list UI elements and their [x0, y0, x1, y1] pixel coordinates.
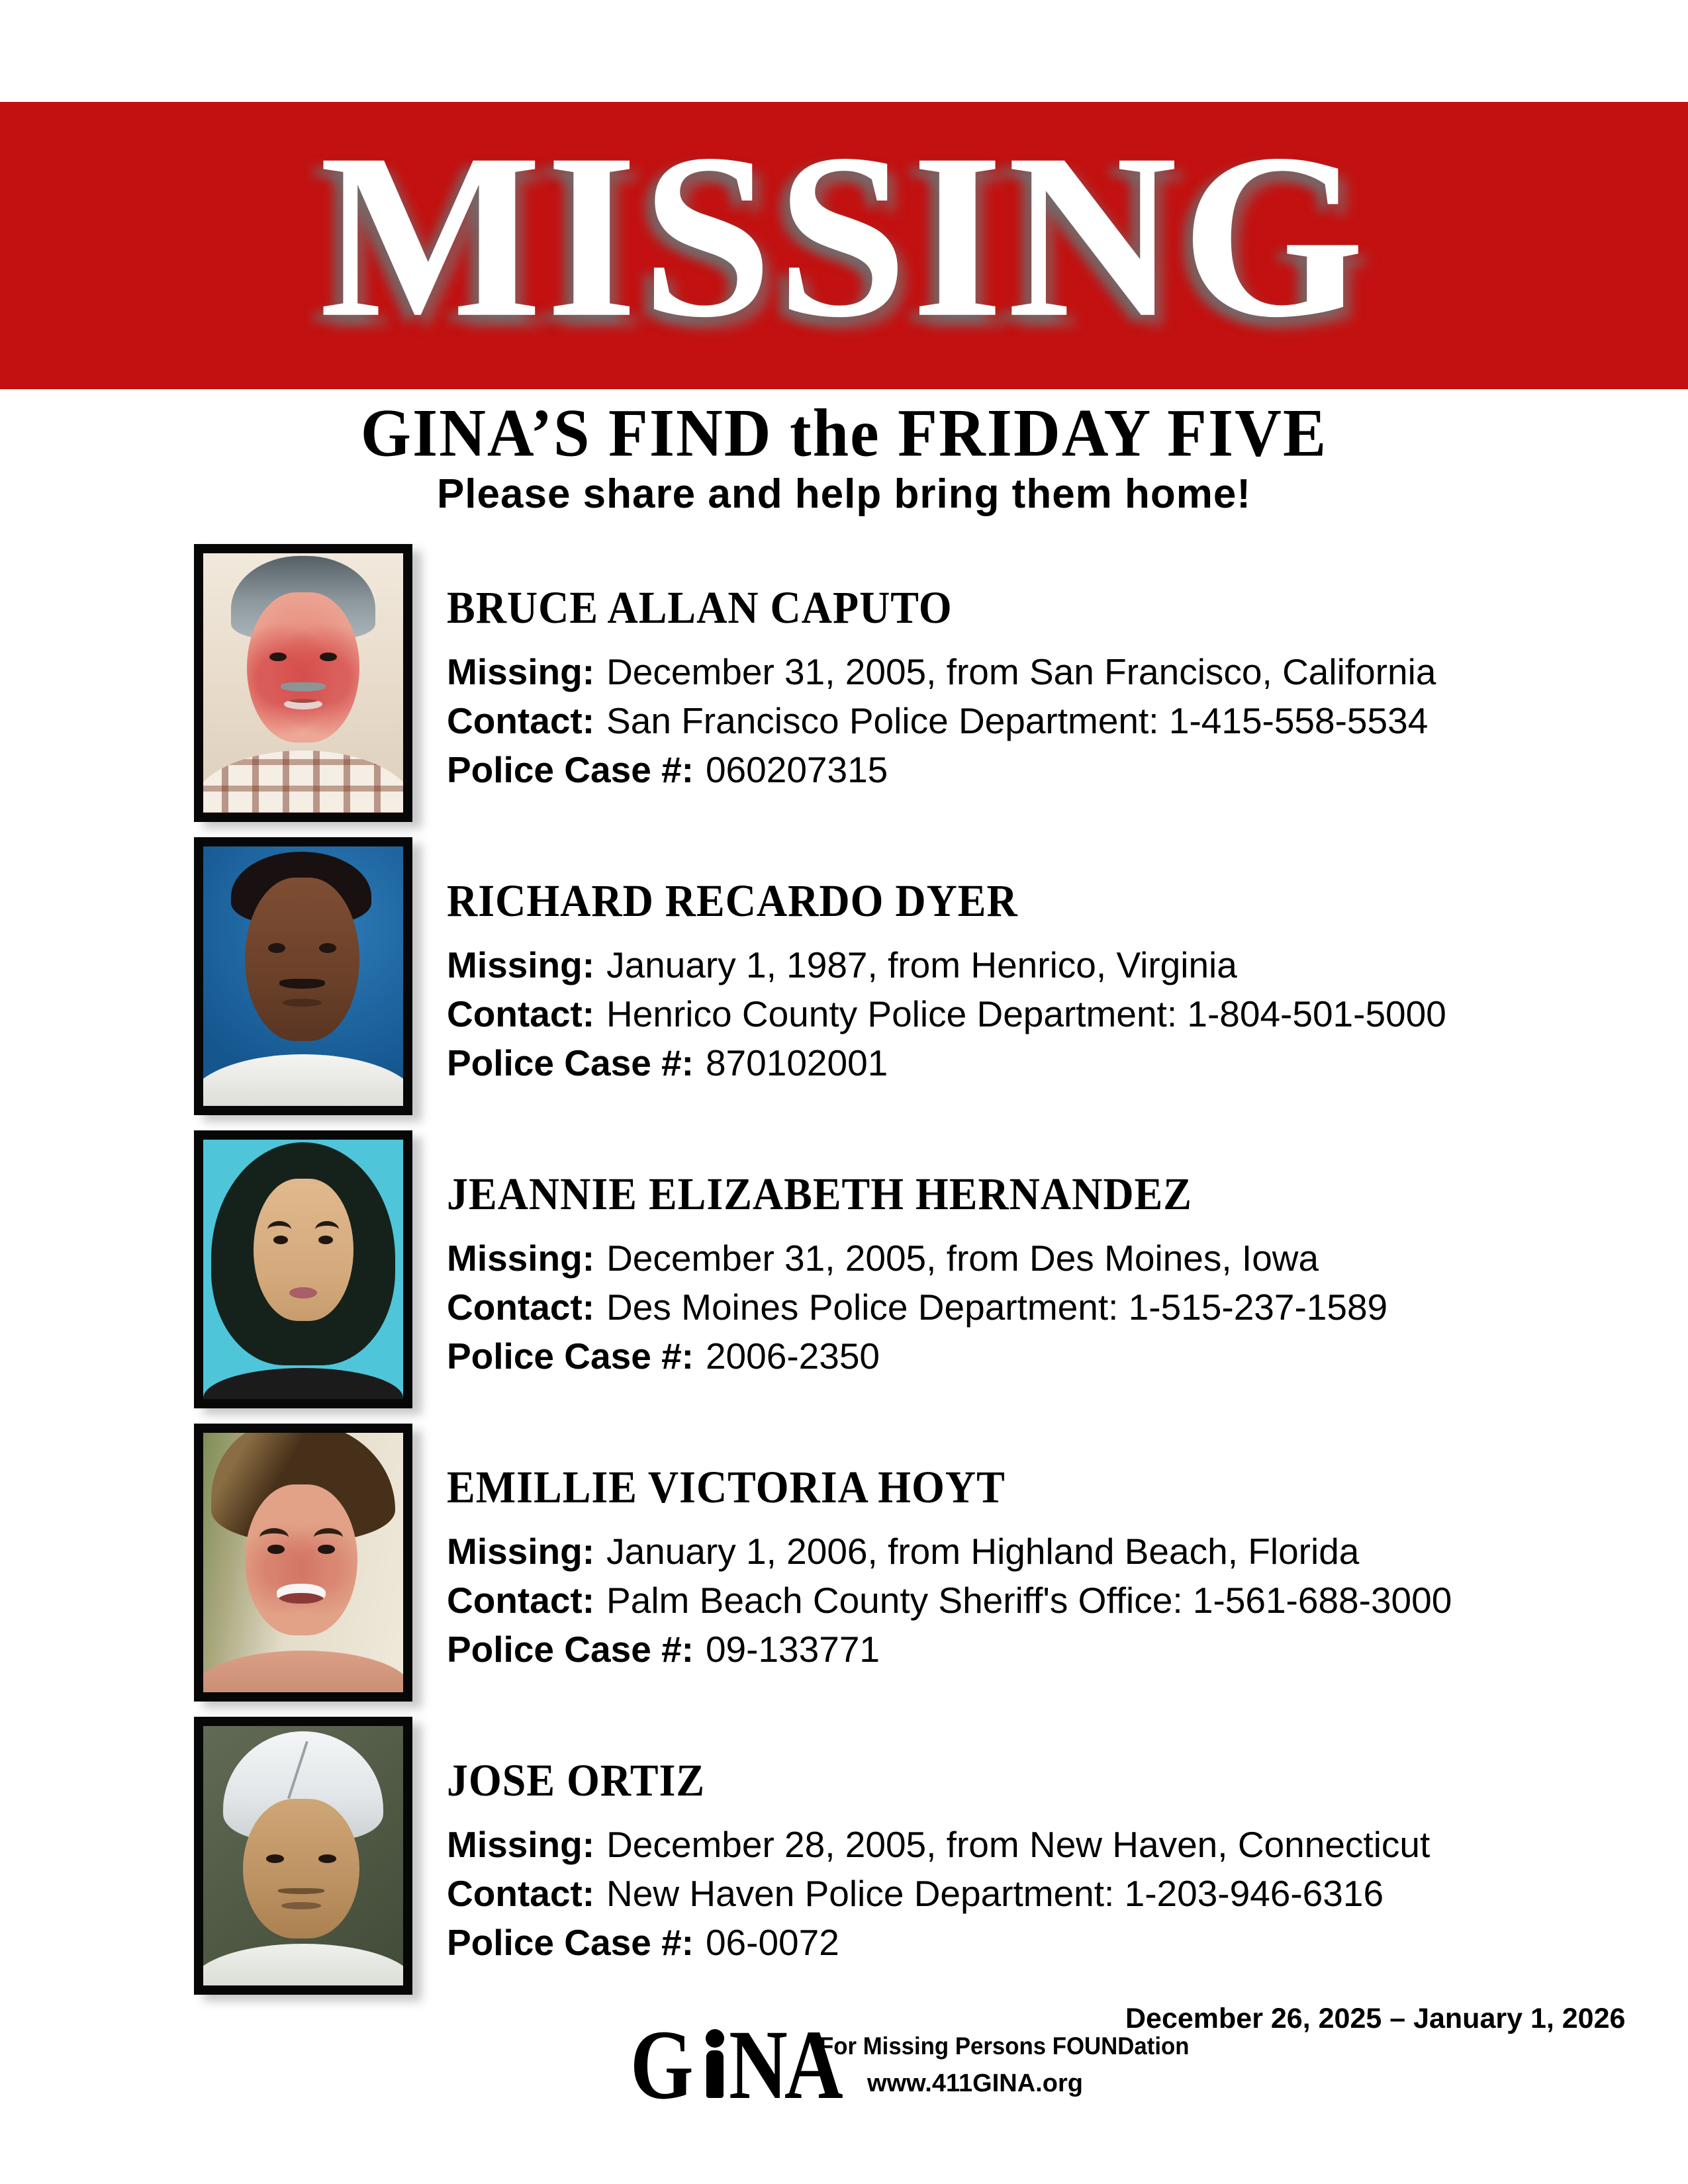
photo-eye-shape [318, 1236, 334, 1244]
case-line [447, 1332, 1585, 1381]
contact-label: Contact: [447, 1580, 595, 1621]
person-photo-jose [194, 1717, 412, 1995]
missing-line [447, 1527, 1585, 1576]
person-silhouette-head [706, 2029, 724, 2048]
gina-logo-letter-g: G [630, 2010, 690, 2120]
photo-image [203, 553, 403, 813]
contact-value: Henrico County Police Department: 1-804-501-5000 [606, 993, 1446, 1034]
photo-face-shape [245, 878, 359, 1041]
person-info [447, 1461, 1585, 1674]
photo-face-shape [245, 1484, 357, 1635]
photo-mouth-shape [283, 999, 322, 1007]
missing-value: December 31, 2005, from Des Moines, Iowa [606, 1238, 1319, 1279]
contact-value: Palm Beach County Sheriff's Office: 1-561-688-3000 [606, 1580, 1452, 1621]
case-value: 060207315 [705, 749, 888, 790]
missing-value: December 31, 2005, from San Francisco, California [606, 651, 1436, 692]
photo-eye-shape [318, 1854, 336, 1863]
case-line [447, 1038, 1585, 1087]
missing-value: January 1, 2006, from Highland Beach, Florida [606, 1531, 1360, 1572]
photo-torso-shape [203, 1651, 403, 1692]
photo-eye-shape [273, 1236, 289, 1244]
photo-mouth-shape [284, 699, 322, 709]
person-photo-emillie [194, 1424, 412, 1702]
missing-line [447, 1234, 1585, 1283]
photo-image [203, 1726, 403, 1985]
gina-logo-text [820, 2032, 1190, 2098]
missing-label: Missing: [447, 1238, 595, 1279]
photo-torso-shape [203, 751, 403, 813]
case-line [447, 1625, 1585, 1674]
poster-subtitle: GINA’S FIND the FRIDAY FIVE [360, 396, 1328, 471]
case-label: Police Case #: [447, 1922, 694, 1963]
photo-mustache-shape [278, 1888, 324, 1893]
photo-mouth-shape [289, 1287, 317, 1298]
case-value: 09-133771 [705, 1629, 880, 1670]
gina-logo-tagline: For Missing Persons FOUNDation [820, 2032, 1190, 2060]
missing-line [447, 1820, 1585, 1869]
missing-line [447, 647, 1585, 696]
missing-person-entry-3 [194, 1130, 1584, 1408]
case-label: Police Case #: [447, 749, 694, 790]
photo-image [203, 1140, 403, 1399]
person-name: BRUCE ALLAN CAPUTO [447, 582, 953, 633]
contact-value: San Francisco Police Department: 1-415-558-5534 [606, 700, 1429, 741]
photo-mustache-shape [281, 682, 326, 692]
missing-label: Missing: [447, 944, 595, 985]
gina-logo-url: www.411GINA.org [867, 2069, 1083, 2097]
case-label: Police Case #: [447, 1336, 694, 1377]
photo-image [203, 846, 403, 1106]
photo-eye-shape [319, 943, 336, 953]
case-line [447, 1918, 1585, 1967]
person-silhouette-icon [705, 2029, 725, 2098]
red-banner [0, 102, 1688, 389]
contact-line [447, 1869, 1585, 1918]
photo-torso-shape [203, 1944, 403, 1985]
photo-eye-shape [268, 943, 285, 953]
case-value: 2006-2350 [705, 1336, 880, 1377]
poster-tagline: Please share and help bring them home! [436, 471, 1252, 517]
photo-eye-shape [320, 653, 336, 662]
missing-line [447, 940, 1585, 989]
missing-label: Missing: [447, 651, 595, 692]
person-info [447, 1754, 1585, 1967]
photo-mouth-shape [277, 1584, 326, 1604]
missing-value: December 28, 2005, from New Haven, Connecticut [606, 1824, 1430, 1865]
contact-line [447, 989, 1585, 1038]
photo-eye-shape [267, 1545, 284, 1554]
person-name: JEANNIE ELIZABETH HERNANDEZ [447, 1168, 1192, 1220]
photo-face-shape [247, 592, 359, 743]
missing-person-entry-4 [194, 1424, 1584, 1702]
photo-torso-shape [203, 1368, 403, 1399]
contact-value: New Haven Police Department: 1-203-946-6316 [606, 1873, 1384, 1914]
contact-label: Contact: [447, 993, 595, 1034]
person-photo-bruce [194, 544, 412, 822]
photo-face-shape [254, 1179, 353, 1322]
poster-date-range: December 26, 2025 – January 1, 2026 [1125, 2003, 1626, 2034]
person-photo-richard [194, 837, 412, 1115]
photo-eye-shape [318, 1545, 334, 1554]
photo-mouth-shape [281, 1902, 321, 1909]
contact-label: Contact: [447, 700, 595, 741]
case-label: Police Case #: [447, 1042, 694, 1083]
case-value: 870102001 [705, 1042, 888, 1083]
case-line [447, 745, 1585, 794]
contact-line [447, 1576, 1585, 1625]
contact-line [447, 696, 1585, 745]
missing-label: Missing: [447, 1824, 595, 1865]
person-info [447, 582, 1585, 794]
person-info [447, 875, 1585, 1087]
missing-title: MISSING [319, 105, 1369, 367]
photo-eye-shape [269, 653, 286, 662]
contact-value: Des Moines Police Department: 1-515-237-1589 [606, 1287, 1388, 1328]
person-info [447, 1168, 1585, 1381]
contact-label: Contact: [447, 1873, 595, 1914]
person-silhouette-body [706, 2050, 724, 2098]
person-name: JOSE ORTIZ [447, 1754, 706, 1806]
person-photo-jeannie [194, 1130, 412, 1408]
missing-person-entry-5 [194, 1717, 1584, 1995]
photo-torso-shape [203, 1054, 403, 1106]
contact-label: Contact: [447, 1287, 595, 1328]
photo-eye-shape [266, 1854, 283, 1863]
photo-image [203, 1433, 403, 1692]
missing-person-entry-1 [194, 544, 1584, 822]
person-name: RICHARD RECARDO DYER [447, 875, 1018, 927]
photo-mustache-shape [279, 979, 325, 989]
missing-label: Missing: [447, 1531, 595, 1572]
case-label: Police Case #: [447, 1629, 694, 1670]
gina-logo-letters-na: NA [728, 2010, 840, 2120]
photo-face-shape [243, 1799, 359, 1939]
case-value: 06-0072 [705, 1922, 839, 1963]
missing-person-entry-2 [194, 837, 1584, 1115]
person-name: EMILLIE VICTORIA HOYT [447, 1461, 1006, 1513]
missing-value: January 1, 1987, from Henrico, Virginia [606, 944, 1237, 985]
contact-line [447, 1283, 1585, 1332]
